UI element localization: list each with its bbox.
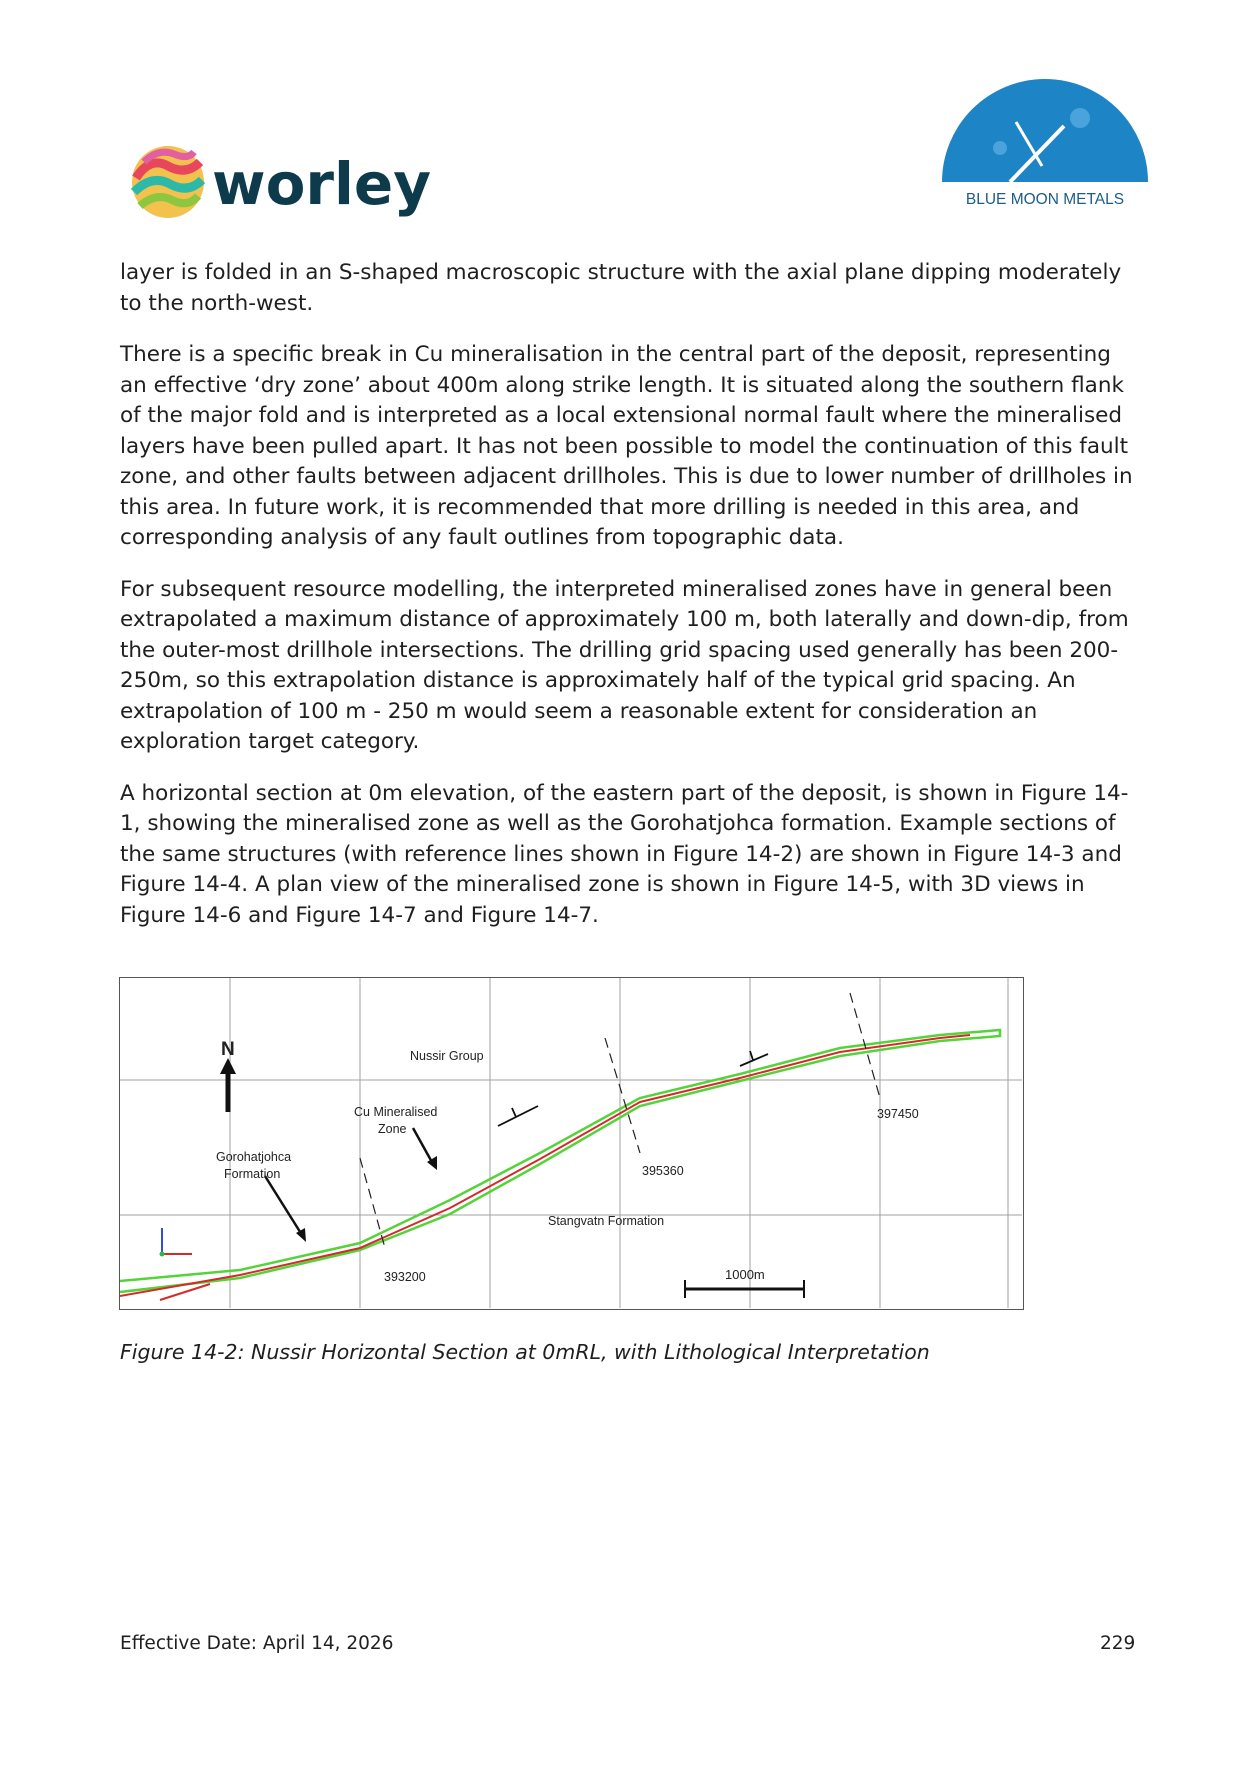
nussir-group-label: Nussir Group	[410, 1049, 484, 1063]
section-label: 395360	[642, 1164, 684, 1178]
stangvatn-label: Stangvatn Formation	[548, 1214, 665, 1228]
paragraph: A horizontal section at 0m elevation, of the eastern part of the deposit, is shown in Figure 14-1, showing the mineralised zone as well as the Gorohatjohca formation. Example sections of the same structures (with reference lines shown in Figure 14-2) are shown in Figure 14-3 and Figure 14-4. A plan view of the mineralised zone is shown in Figure 14-5, with 3D views in Figure 14-6 and Figure 14-7 and Figure 14-7.	[120, 780, 1129, 928]
north-arrow-icon	[220, 1058, 236, 1112]
strike-dip-symbol-icon	[498, 1051, 768, 1126]
section-label: 397450	[877, 1107, 919, 1121]
blue-moon-dome-icon	[942, 79, 1148, 182]
page-number: 229	[1100, 1633, 1136, 1654]
map-grid	[120, 978, 1022, 1308]
paragraph: For subsequent resource modelling, the interpreted mineralised zones have in general been extrapolated a maximum distance of approximately 100 m, both laterally and down-dip, from the outer-most drillhole intersections. The drilling grid spacing used generally has been 200-250m, so this extrapolation distance is approximately half of the typical grid spacing. An extrapolation of 100 m - 250 m would seem a reasonable extent for consideration an exploration target category.	[120, 576, 1129, 754]
lithology-contact-line	[120, 1035, 970, 1296]
scale-bar	[685, 1280, 804, 1298]
worley-logo	[130, 138, 470, 228]
axis-triad-icon	[160, 1228, 193, 1257]
body-text	[120, 258, 1140, 952]
worley-swirl-icon	[132, 146, 204, 218]
figure-caption: Figure 14-2: Nussir Horizontal Section at 0mRL, with Lithological Interpretation	[120, 1340, 930, 1364]
gorohatjohca-label: Gorohatjohca	[216, 1150, 292, 1164]
cu-zone-label: Cu Mineralised	[354, 1105, 438, 1119]
worley-wordmark: worley	[212, 150, 432, 218]
blue-moon-wordmark: BLUE MOON METALS	[965, 191, 1125, 208]
section-label: 393200	[384, 1270, 426, 1284]
section-map	[120, 978, 1022, 1308]
paragraph: There is a specific break in Cu mineralisation in the central part of the deposit, representing an effective ‘dry zone’ about 400m along strike length. It is situated along the southern flank of the major fold and is interpreted as a local extensional normal fault where the mineralised layers have been pulled apart. It has not been possible to model the continuation of this fault zone, and other faults between adjacent drillholes. This is due to lower number of drillholes in this area. In future work, it is recommended that more drilling is needed in this area, and corresponding analysis of any fault outlines from topographic data.	[120, 342, 1133, 550]
horizontal-section-figure	[119, 977, 1024, 1310]
paragraph: layer is folded in an S-shaped macroscopic structure with the axial plane dipping moderately to the north-west.	[120, 260, 1122, 316]
gorohatjohca-label: Formation	[224, 1167, 281, 1181]
blue-moon-metals-logo	[940, 78, 1150, 213]
effective-date: Effective Date: April 14, 2026	[120, 1633, 394, 1654]
scale-label: 1000m	[725, 1267, 765, 1282]
north-label: N	[221, 1039, 235, 1060]
page-header	[0, 0, 1250, 240]
cu-zone-label: Zone	[378, 1122, 407, 1136]
